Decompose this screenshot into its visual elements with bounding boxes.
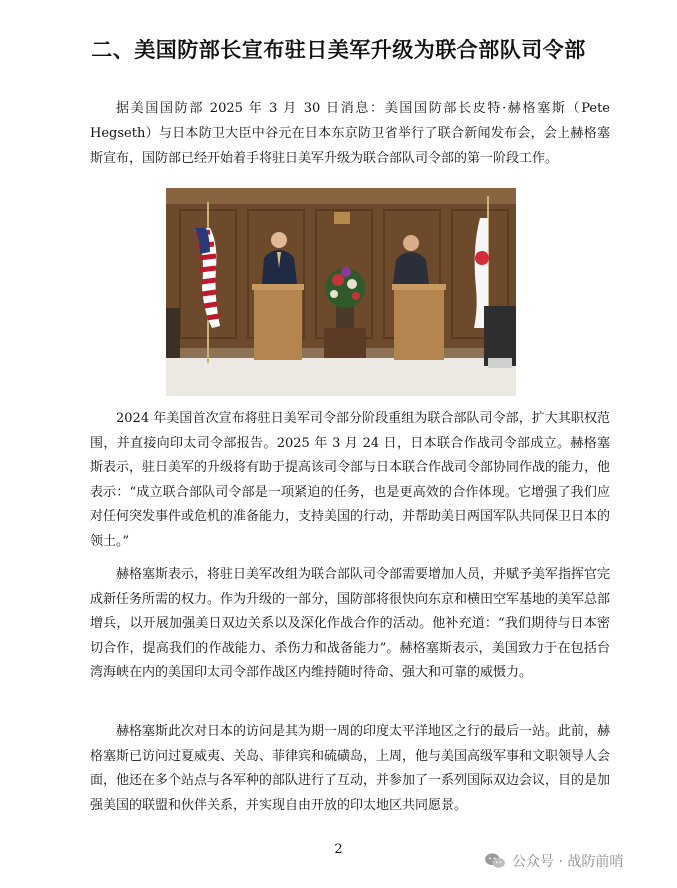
watermark [484,848,623,874]
press-conference-photo [166,188,516,396]
paragraph-2: 2024 年美国首次宣布将驻日美军司令部分阶段重组为联合部队司令部，扩大其职权范围，并直接向印太司令部报告。2025 年 3 月 24 日，日本联合作战司令部成立。赫格塞斯表示，驻日美军的升级将有助于提高该司令部与日本联合作战司令部协同作战的能力，他表示：“成立联合部队司令部是一项紧迫的任务，也是更高效的合作体现。它增强了我们应对任何突发事件或危机的准备能力，支持美国的行动，并帮助美日两国军队共同保卫日本的领土。” [90,411,611,549]
paragraph-2-block [90,407,610,554]
paragraph-1: 据美国国防部 2025 年 3 月 30 日消息：美国国防部长皮特·赫格塞斯（Pete Hegseth）与日本防卫大臣中谷元在日本东京防卫省举行了联合新闻发布会，会上赫格塞斯宣布，国防部已经开始着手将驻日美军升级为联合部队司令部的第一阶段工作。 [90,101,610,166]
watermark-text: 公众号 · 战防前哨 [512,854,624,870]
page-title: 二、美国防部长宣布驻日美军升级为联合部队司令部 [91,38,586,62]
paragraph-4-block [90,720,610,818]
paragraph-3: 赫格塞斯表示，将驻日美军改组为联合部队司令部需要增加人员，并赋予美军指挥官完成新任务所需的权力。作为升级的一部分，国防部将很快向东京和横田空军基地的美军总部增兵，以开展加强美日双边关系以及深化作战合作的活动。他补充道：“我们期待与日本密切合作，提高我们的作战能力、杀伤力和战备能力”。赫格塞斯表示，美国致力于在包括台湾海峡在内的美国印太司令部作战区内维持随时待命、强大和可靠的威慑力。 [90,567,611,680]
paragraph-4: 赫格塞斯此次对日本的访问是其为期一周的印度太平洋地区之行的最后一站。此前，赫格塞斯已访问过夏威夷、关岛、菲律宾和硫磺岛，上周，他与美国高级军事和文职领导人会面，他还在多个站点与各军种的部队进行了互动，并参加了一系列国际双边会议，目的是加强美国的联盟和伙伴关系，并实现自由开放的印太地区共同愿景。 [90,724,611,813]
paragraph-3-block [90,563,610,686]
wechat-icon [484,852,506,870]
paragraph-1-block [90,96,610,171]
page-number: 2 [334,842,343,857]
